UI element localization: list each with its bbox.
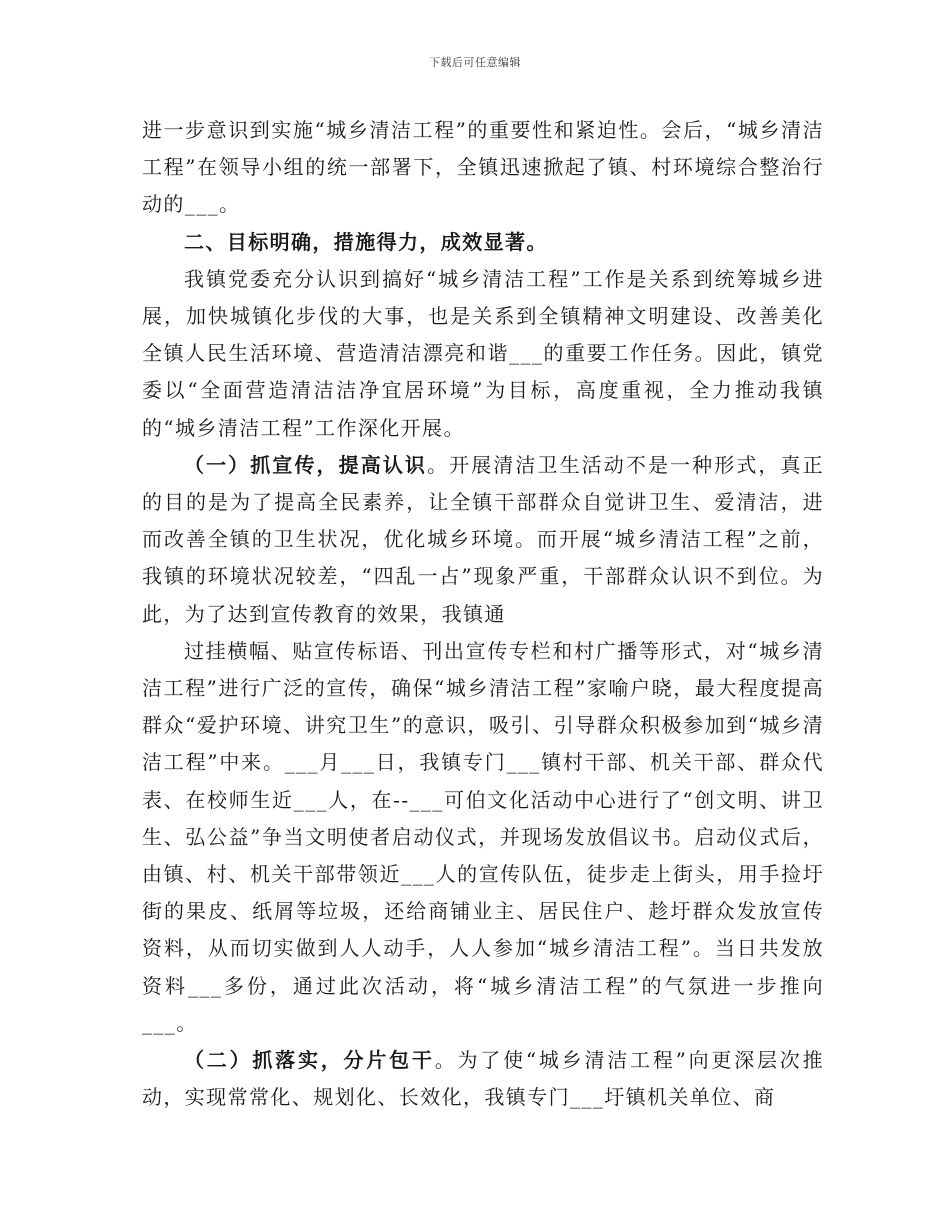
section-heading-text: 二、目标明确，措施得力，成效显著。 xyxy=(184,229,548,254)
paragraph xyxy=(142,261,824,447)
page-header: 下载后可任意编辑 xyxy=(429,56,521,69)
paragraph-continuation xyxy=(142,112,824,224)
section-heading xyxy=(142,224,824,261)
paragraph-text: 过挂横幅、贴宣传标语、刊出宣传专栏和村广播等形式，对“城乡清洁工程”进行广泛的宣传，确保“城乡清洁工程”家喻户晓，最大程度提高群众“爱护环境、讲究卫生”的意识，吸引、引导群众积极参加到“城乡清洁工程”中来。___月___日，我镇专门___镇村干部、机关干部、群众代表、在校师生近___人，在--___可伯文化活动中心进行了“创文明、讲卫生、弘公益”争当文明使者启动仪式，并现场发放倡议书。启动仪式后，由镇、村、机关干部带领近___人的宣传队伍，徒步走上街头，用手捡圩街的果皮、纸屑等垃圾，还给商铺业主、居民住户、趁圩群众发放宣传资料，从而切实做到人人动手，人人参加“城乡清洁工程”。当日共发放资料___多份，通过此次活动，将“城乡清洁工程”的气氛进一步推向___。 xyxy=(142,638,824,1035)
paragraph-publicity xyxy=(142,447,824,633)
paragraph-text: 。开展清洁卫生活动不是一种形式，真正的目的是为了提高全民素养，让全镇干部群众自觉讲卫生、爱清洁，进而改善全镇的卫生状况，优化城乡环境。而开展“城乡清洁工程”之前，我镇的环境状况较差，“四乱一占”现象严重，干部群众认识不到位。为此，为了达到宣传教育的效果，我镇通 xyxy=(142,452,825,626)
paragraph xyxy=(142,633,824,1042)
subsection-heading: （二）抓落实，分片包干 xyxy=(184,1048,435,1073)
paragraph-text: 进一步意识到实施“城乡清洁工程”的重要性和紧迫性。会后，“城乡清洁工程”在领导小组的统一部署下，全镇迅速掀起了镇、村环境综合整治行动的___。 xyxy=(142,118,824,217)
document-body xyxy=(142,112,824,1116)
paragraph-text: 我镇党委充分认识到搞好“城乡清洁工程”工作是关系到统筹城乡进展，加快城镇化步伐的大事，也是关系到全镇精神文明建设、改善美化全镇人民生活环境、营造清洁漂亮和谐___的重要工作任务。因此，镇党委以“全面营造清洁洁净宜居环境”为目标，高度重视，全力推动我镇的“城乡清洁工程”工作深化开展。 xyxy=(142,266,824,440)
paragraph-text: 。为了使“城乡清洁工程”向更深层次推动，实现常常化、规划化、长效化，我镇专门___圩镇机关单位、商 xyxy=(142,1048,824,1110)
paragraph-implementation xyxy=(142,1042,824,1116)
subsection-heading: （一）抓宣传，提高认识 xyxy=(184,452,428,477)
